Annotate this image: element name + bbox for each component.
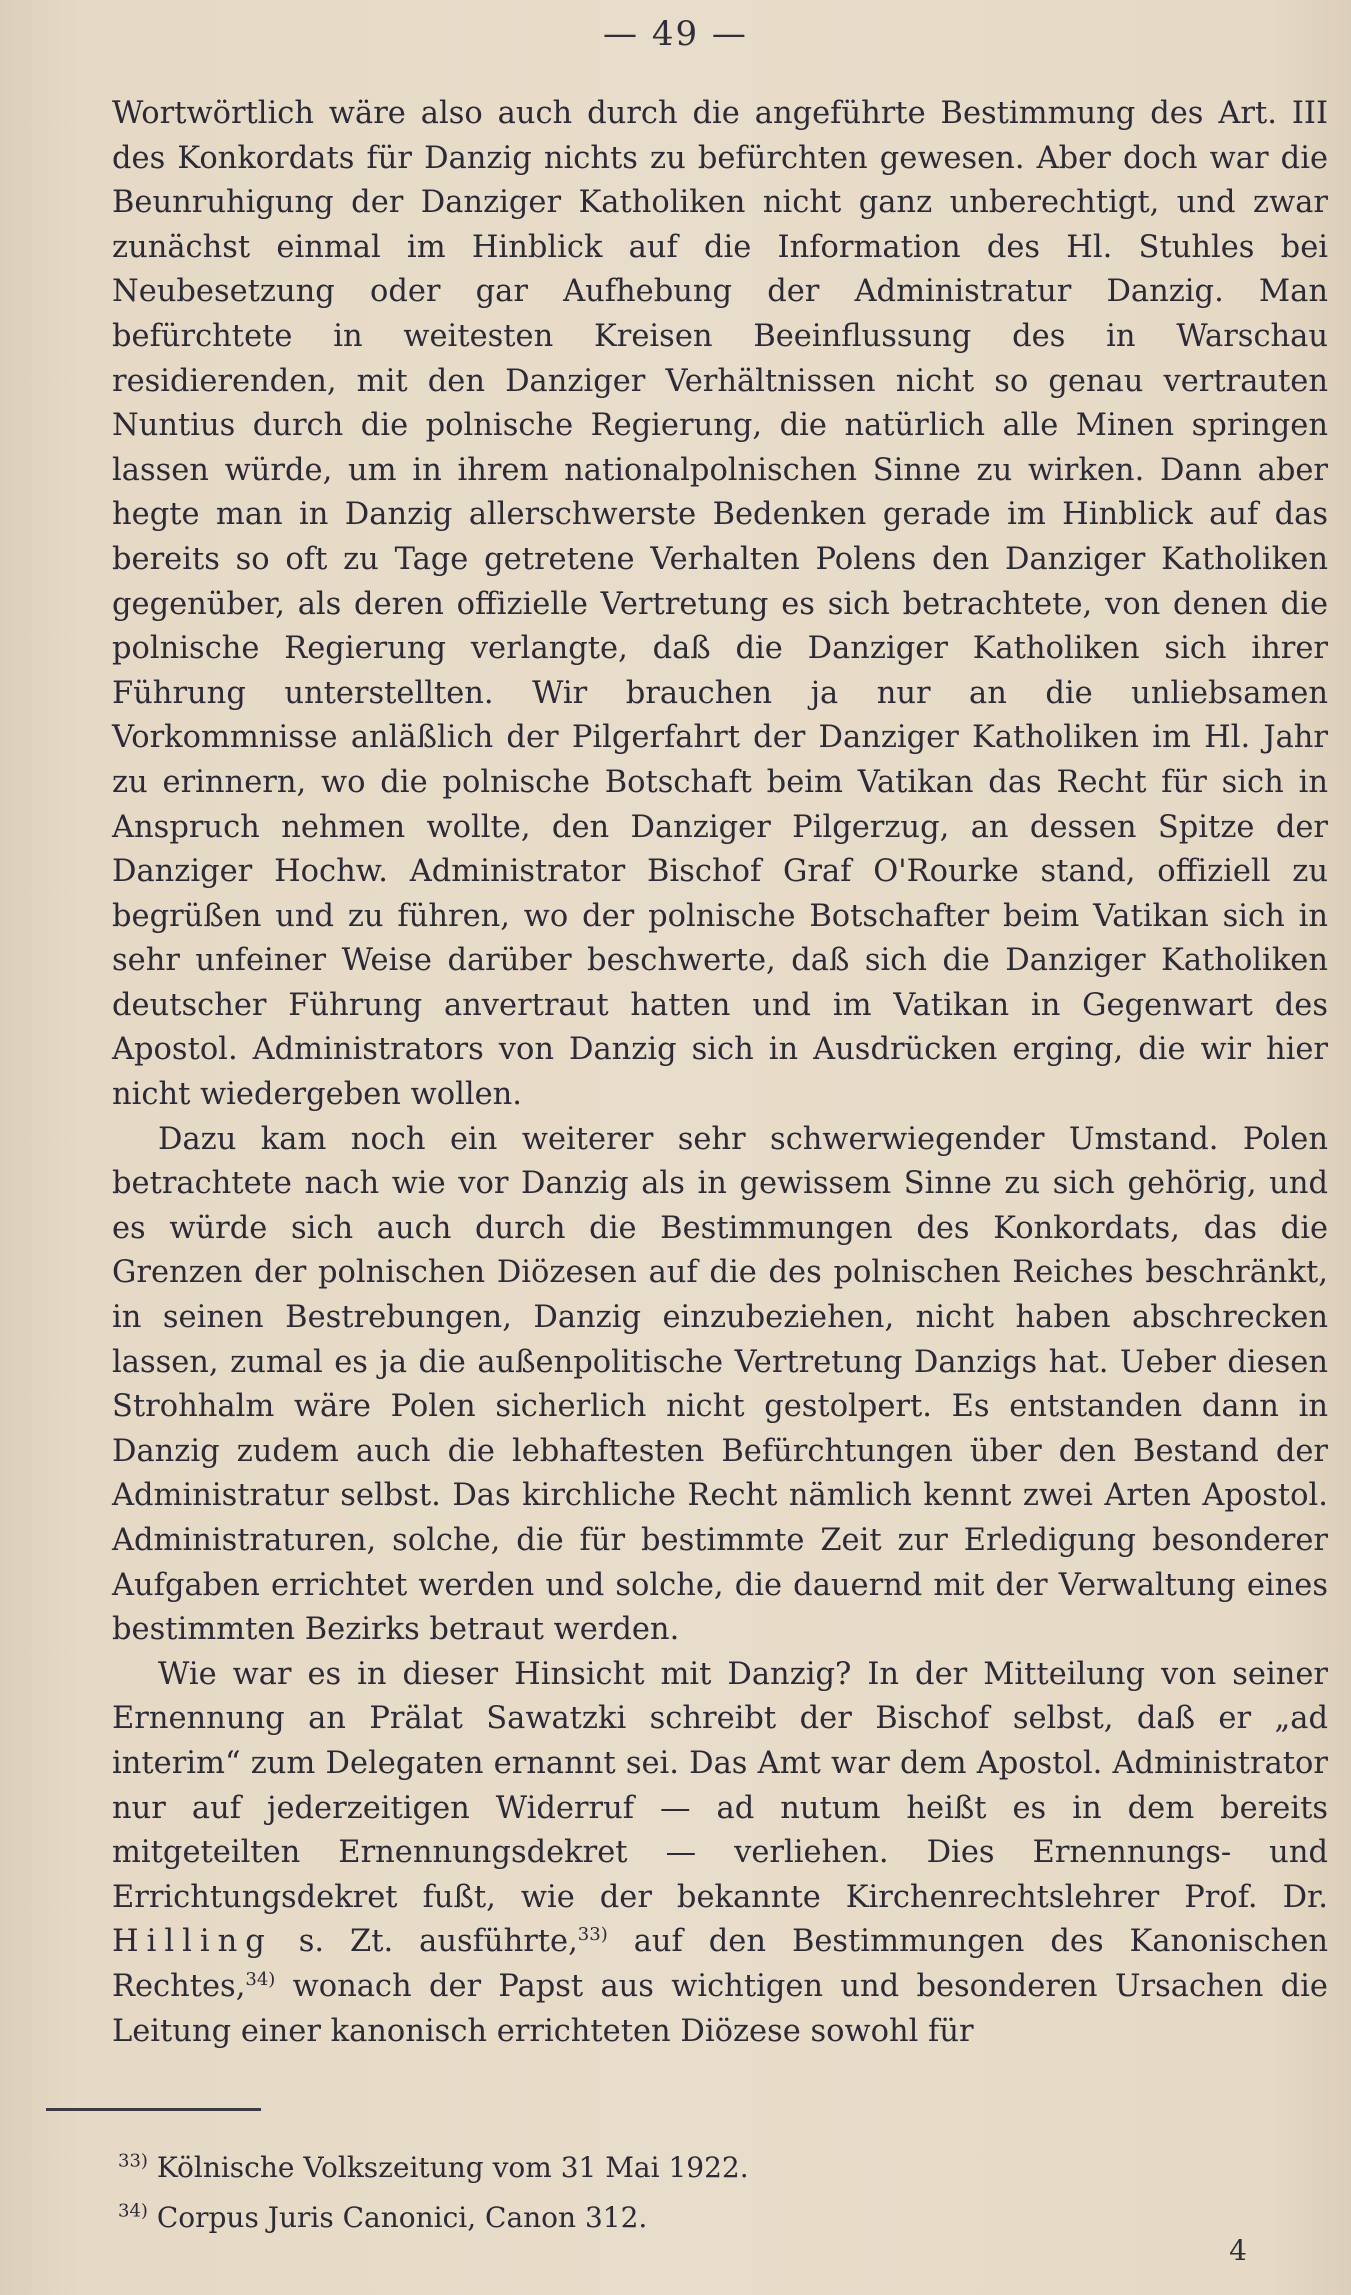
- footnote-mark-33: 33): [118, 2150, 148, 2172]
- footnote-mark-34: 34): [118, 2200, 148, 2222]
- paragraph-3-part3: auf den Bestimmungen des Kanonischen Rechtes,: [112, 1924, 1328, 2004]
- page-number: — 49 —: [603, 14, 748, 54]
- footnote-text-33: Kölnische Volkszeitung vom 31 Mai 1922.: [147, 2151, 749, 2184]
- footnotes: [118, 2148, 1218, 2248]
- paragraph-3-part1: Wie war es in dieser Hinsicht mit Danzig? In der Mitteilung von seiner Ernennung an Prälat Sawatzki schreibt der Bischof selbst, daß er „ad interim“ zum Delegaten ernannt sei. Das Amt war dem Apostol. Administrator nur auf jederzeitigen Widerruf — ad nutum heißt es in dem bereits mitgeteilten Ernennungsdekret — verliehen. Dies Ernennungs- und Errichtungsdekret fußt, wie der bekannte Kirchenrechtslehrer Prof. Dr.: [112, 1656, 1328, 1915]
- footnote-ref-33: 33): [577, 1924, 608, 1946]
- footnote-text-34: Corpus Juris Canonici, Canon 312.: [147, 2201, 648, 2234]
- footnote-divider: [46, 2108, 261, 2111]
- footnote-34: [118, 2198, 1218, 2238]
- footnote-ref-34: 34): [245, 1968, 276, 1990]
- footnote-33: [118, 2148, 1218, 2188]
- signature-mark: 4: [1229, 2234, 1247, 2267]
- paragraph-3-part2: s. Zt. ausführte,: [272, 1924, 578, 1960]
- paragraph-3: [112, 1653, 1328, 2054]
- paragraph-2: Dazu kam noch ein weiterer sehr schwerwiegender Umstand. Polen betrachtete nach wie vor Danzig als in gewissem Sinne zu sich gehörig, und es würde sich auch durch die Bestimmungen des Konkordats, das die Grenzen der polnischen Diözesen auf die des polnischen Reiches beschränkt, in seinen Bestrebungen, Danzig einzubeziehen, nicht haben abschrecken lassen, zumal es ja die außenpolitische Vertretung Danzigs hat. Ueber diesen Strohhalm wäre Polen sicherlich nicht gestolpert. Es entstanden dann in Danzig zudem auch die lebhaftesten Befürchtungen über den Bestand der Administratur selbst. Das kirchliche Recht nämlich kennt zwei Arten Apostol. Administraturen, solche, die für bestimmte Zeit zur Erledigung besonderer Aufgaben errichtet werden und solche, die dauernd mit der Verwaltung eines bestimmten Bezirks betraut werden.: [112, 1121, 1328, 1648]
- main-text: [112, 92, 1328, 2054]
- author-name-hilling: Hilling: [112, 1924, 273, 1960]
- paragraph-3-part4: wonach der Papst aus wichtigen und besonderen Ursachen die Leitung einer kanonisch errichteten Diözese sowohl für: [112, 1968, 1328, 2049]
- paragraph-1: Wortwörtlich wäre also auch durch die angeführte Bestimmung des Art. III des Konkordats für Danzig nichts zu befürchten gewesen. Aber doch war die Beunruhigung der Danziger Katholiken nicht ganz unberechtigt, und zwar zunächst einmal im Hinblick auf die Information des Hl. Stuhles bei Neubesetzung oder gar Aufhebung der Administratur Danzig. Man befürchtete in weitesten Kreisen Beeinflussung des in Warschau residierenden, mit den Danziger Verhältnissen nicht so genau vertrauten Nuntius durch die polnische Regierung, die natürlich alle Minen springen lassen würde, um in ihrem nationalpolnischen Sinne zu wirken. Dann aber hegte man in Danzig allerschwerste Bedenken gerade im Hinblick auf das bereits so oft zu Tage getretene Verhalten Polens den Danziger Katholiken gegenüber, als deren offizielle Vertretung es sich betrachtete, von denen die polnische Regierung verlangte, daß die Danziger Katholiken sich ihrer Führung unterstellten. Wir brauchen ja nur an die unliebsamen Vorkommnisse anläßlich der Pilgerfahrt der Danziger Katholiken im Hl. Jahr zu erinnern, wo die polnische Botschaft beim Vatikan das Recht für sich in Anspruch nehmen wollte, den Danziger Pilgerzug, an dessen Spitze der Danziger Hochw. Administrator Bischof Graf O'Rourke stand, offiziell zu begrüßen und zu führen, wo der polnische Botschafter beim Vatikan sich in sehr unfeiner Weise darüber beschwerte, daß sich die Danziger Katholiken deutscher Führung anvertraut hatten und im Vatikan in Gegenwart des Apostol. Administrators von Danzig sich in Ausdrücken erging, die wir hier nicht wiedergeben wollen.: [112, 96, 1328, 1113]
